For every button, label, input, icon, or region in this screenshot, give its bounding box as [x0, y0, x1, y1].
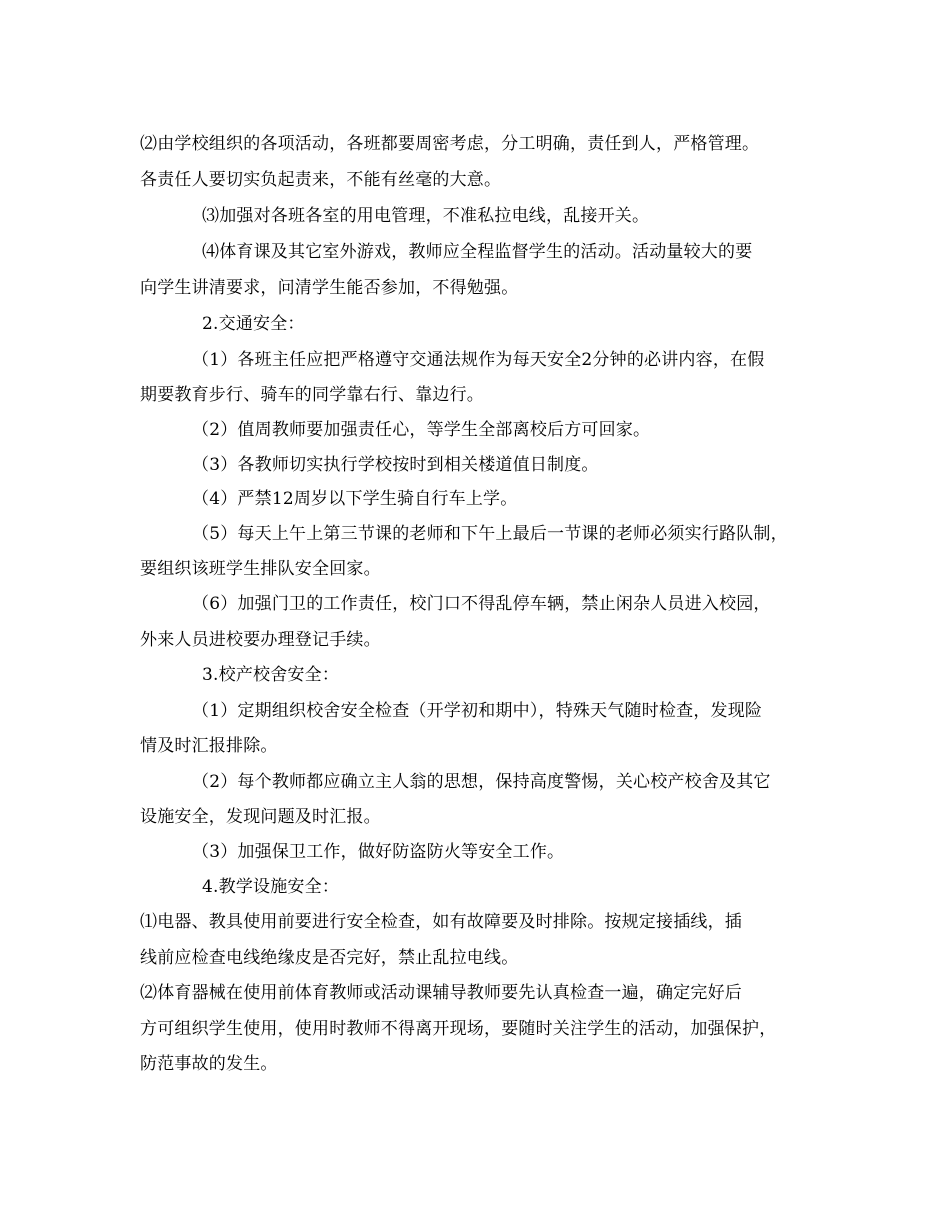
text-line: （2）值周教师要加强责任心，等学生全部离校后方可回家。 [192, 420, 651, 440]
section-heading: 3.校产校舍安全： [202, 665, 340, 685]
text-line: ⑴电器、教具使用前要进行安全检查，如有故障要及时排除。按规定接插线，插 [140, 912, 742, 932]
text-line: 各责任人要切实负起责来，不能有丝毫的大意。 [140, 170, 502, 190]
text-line: （5）每天上午上第三节课的老师和下午上最后一节课的老师必须实行路队制， [192, 524, 788, 544]
text-line: 期要教育步行、骑车的同学靠右行、靠边行。 [140, 385, 484, 405]
text-line: 防范事故的发生。 [140, 1054, 278, 1074]
text-line: 情及时汇报排除。 [140, 736, 278, 756]
text-line: （2）每个教师都应确立主人翁的思想，保持高度警惕，关心校产校舍及其它 [192, 772, 771, 792]
text-line: ⑷体育课及其它室外游戏，教师应全程监督学生的活动。活动量较大的要 [202, 242, 753, 262]
text-line: 外来人员进校要办理登记手续。 [140, 630, 381, 650]
text-line: （1）定期组织校舍安全检查（开学初和期中），特殊天气随时检查，发现险 [192, 701, 763, 721]
section-heading: 4.教学设施安全： [202, 877, 340, 897]
section-heading: 2.交通安全： [202, 314, 305, 334]
text-line: （3）各教师切实执行学校按时到相关楼道值日制度。 [192, 455, 599, 475]
text-line: ⑵体育器械在使用前体育教师或活动课辅导教师要先认真检查一遍，确定完好后 [140, 983, 742, 1003]
text-line: 线前应检查电线绝缘皮是否完好，禁止乱拉电线。 [140, 948, 519, 968]
text-line: （4）严禁12周岁以下学生骑自行车上学。 [192, 489, 518, 509]
text-line: （3）加强保卫工作，做好防盗防火等安全工作。 [192, 842, 565, 862]
text-line: ⑶加强对各班各室的用电管理，不准私拉电线，乱接开关。 [202, 206, 650, 226]
text-line: 要组织该班学生排队安全回家。 [140, 559, 381, 579]
text-line: （1）各班主任应把严格遵守交通法规作为每天安全2分钟的必讲内容，在假 [192, 350, 765, 370]
text-line: （6）加强门卫的工作责任，校门口不得乱停车辆，禁止闲杂人员进入校园， [192, 594, 771, 614]
text-line: 方可组织学生使用，使用时教师不得离开现场，要随时关注学生的活动，加强保护， [140, 1019, 777, 1039]
text-line: ⑵由学校组织的各项活动，各班都要周密考虑，分工明确，责任到人，严格管理。 [140, 134, 760, 154]
text-line: 设施安全，发现问题及时汇报。 [140, 807, 381, 827]
text-line: 向学生讲清要求，问清学生能否参加，不得勉强。 [140, 278, 519, 298]
